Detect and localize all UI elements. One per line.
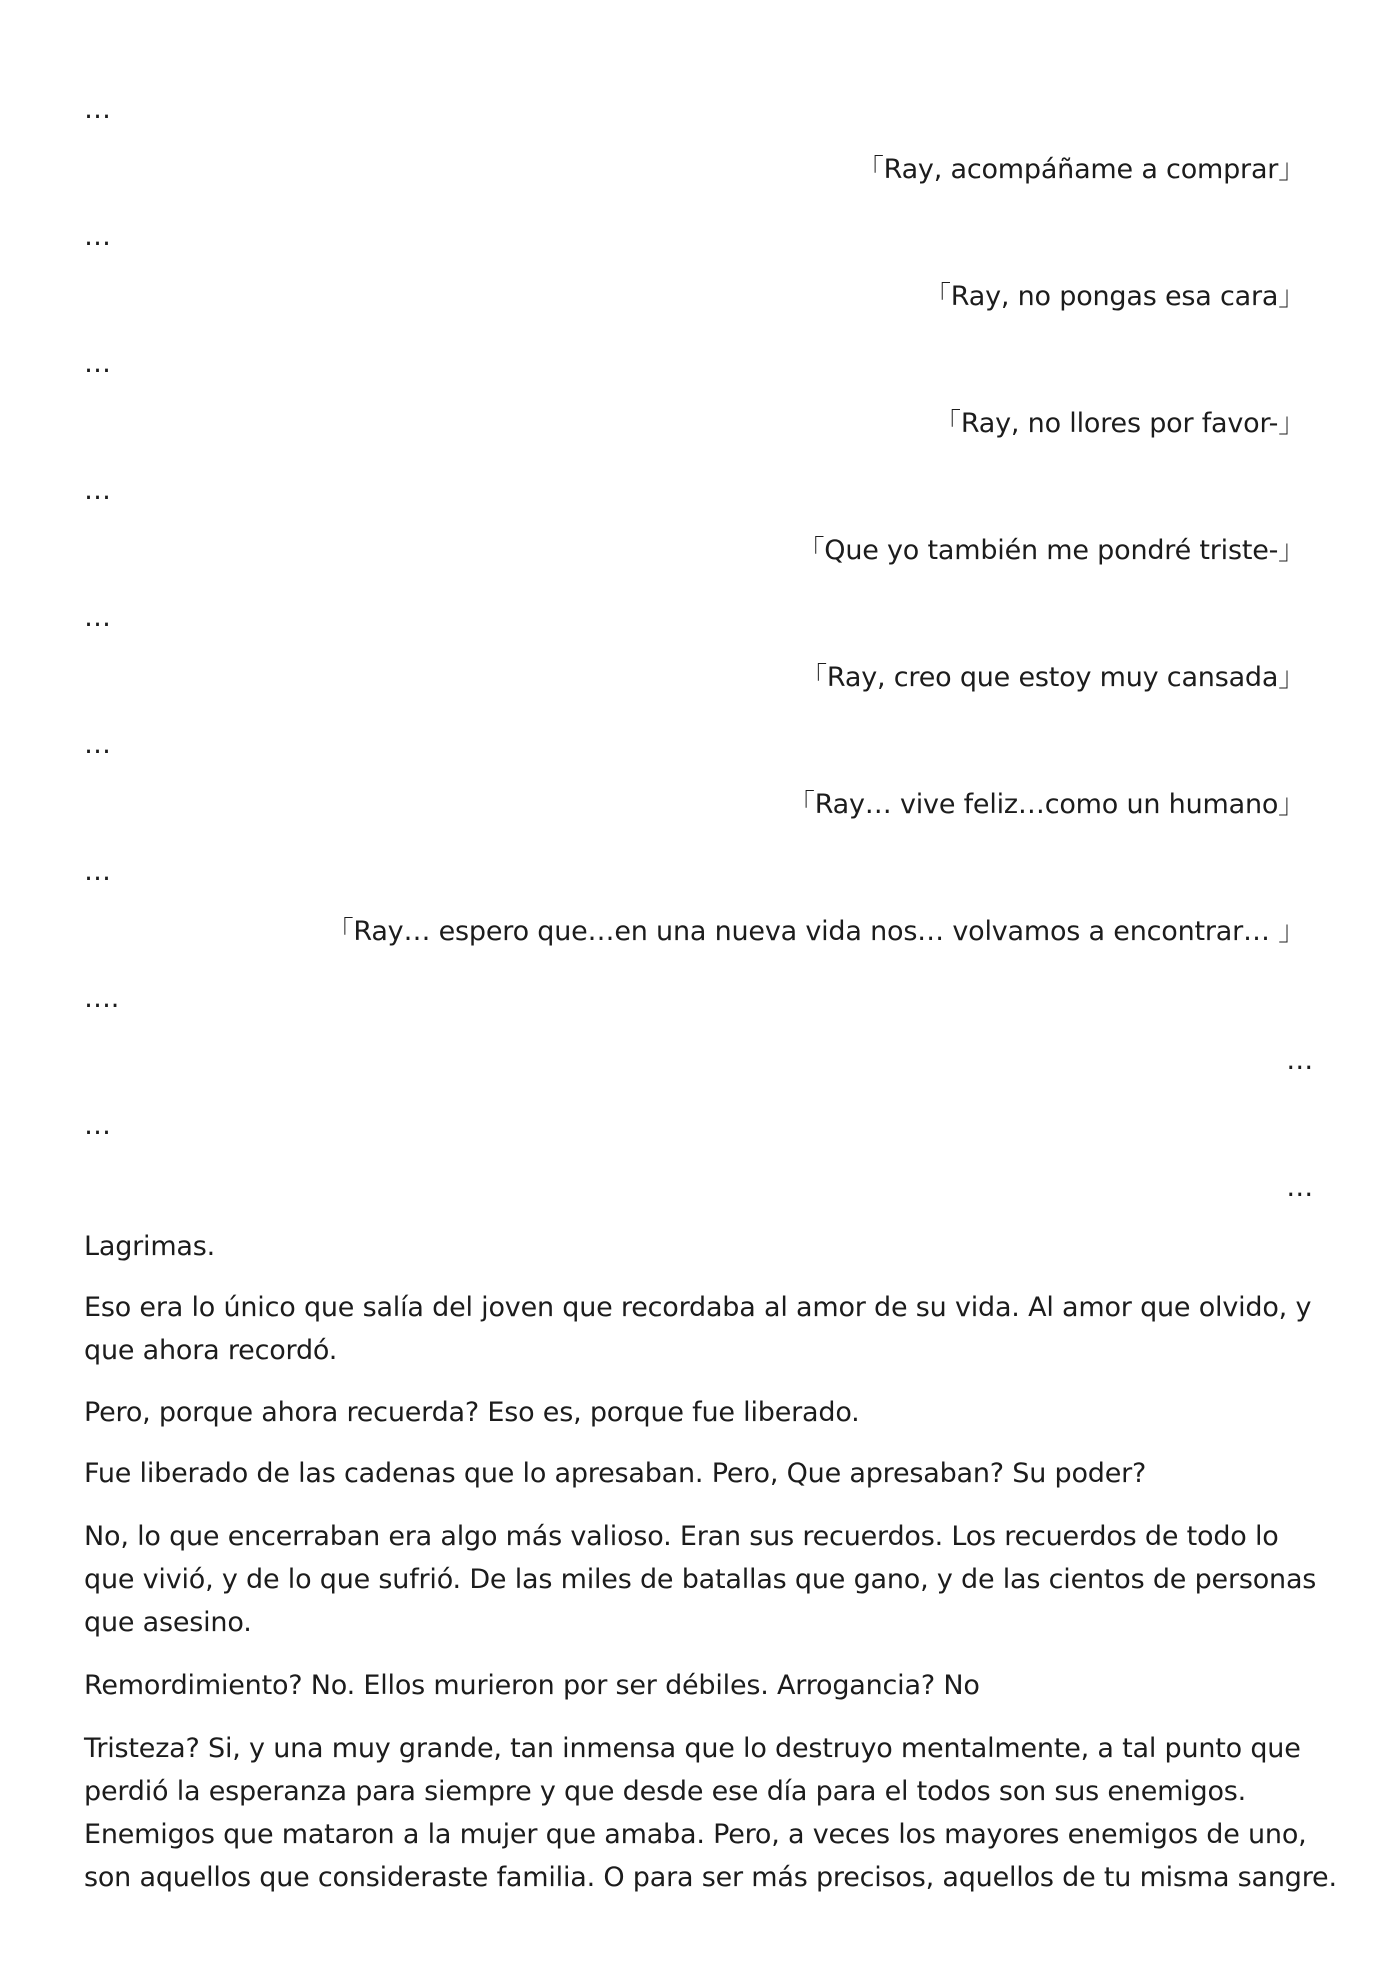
dialogue-quote: 「Que yo también me pondré triste-」 [797, 535, 1305, 566]
dialogue-quote: 「Ray… vive feliz…como un humano」 [787, 789, 1305, 820]
ellipsis-line: … [84, 856, 111, 887]
paragraph-line: Fue liberado de las cadenas que lo apresaban. Pero, Que apresaban? Su poder? [84, 1458, 1147, 1489]
paragraph-line: Enemigos que mataron a la mujer que amaba. Pero, a veces los mayores enemigos de uno, [84, 1819, 1307, 1850]
paragraph-line: No, lo que encerraban era algo más valioso. Eran sus recuerdos. Los recuerdos de todo lo [84, 1521, 1279, 1552]
dialogue-quote: 「Ray, no pongas esa cara」 [923, 281, 1305, 312]
ellipsis-line: … [84, 221, 111, 252]
paragraph-line: perdió la esperanza para siempre y que desde ese día para el todos son sus enemigos. [84, 1776, 1247, 1807]
ellipsis-line: … [84, 475, 111, 506]
ellipsis-line: … [84, 1110, 111, 1141]
ellipsis-line: … [84, 348, 111, 379]
paragraph-line: son aquellos que consideraste familia. O para ser más precisos, aquellos de tu misma sangre. [84, 1862, 1337, 1893]
narrative-paragraph [84, 1286, 1344, 1372]
paragraph-line: Remordimiento? No. Ellos murieron por ser débiles. Arrogancia? No [84, 1670, 980, 1701]
dialogue-quote: 「Ray… espero que…en una nueva vida nos… volvamos a encontrar… 」 [326, 916, 1305, 947]
paragraph-line: Lagrimas. [84, 1231, 216, 1262]
narrative-paragraph [84, 1727, 1344, 1899]
dialogue-quote: 「Ray, no llores por favor-」 [934, 408, 1305, 439]
ellipsis-line-right: … [1286, 1045, 1313, 1076]
ellipsis-line: … [84, 602, 111, 633]
paragraph-line: Eso era lo único que salía del joven que recordaba al amor de su vida. Al amor que olvido, y [84, 1292, 1312, 1323]
ellipsis-line: …. [84, 983, 120, 1014]
dialogue-quote: 「Ray, acompáñame a comprar」 [856, 154, 1305, 185]
narrative-paragraph [84, 1452, 1344, 1495]
dialogue-quote: 「Ray, creo que estoy muy cansada」 [800, 662, 1305, 693]
narrative-paragraph [84, 1225, 1344, 1268]
narrative-paragraph [84, 1391, 1344, 1434]
paragraph-line: Tristeza? Si, y una muy grande, tan inmensa que lo destruyo mentalmente, a tal punto que [84, 1733, 1301, 1764]
paragraph-line: que asesino. [84, 1607, 252, 1638]
ellipsis-line: … [84, 729, 111, 760]
ellipsis-line-right: … [1286, 1172, 1313, 1203]
narrative-paragraph [84, 1515, 1344, 1644]
narrative-paragraph [84, 1664, 1344, 1707]
paragraph-line: que ahora recordó. [84, 1335, 338, 1366]
ellipsis-line: … [84, 94, 111, 125]
paragraph-line: que vivió, y de lo que sufrió. De las miles de batallas que gano, y de las cientos de personas [84, 1564, 1317, 1595]
paragraph-line: Pero, porque ahora recuerda? Eso es, porque fue liberado. [84, 1397, 860, 1428]
